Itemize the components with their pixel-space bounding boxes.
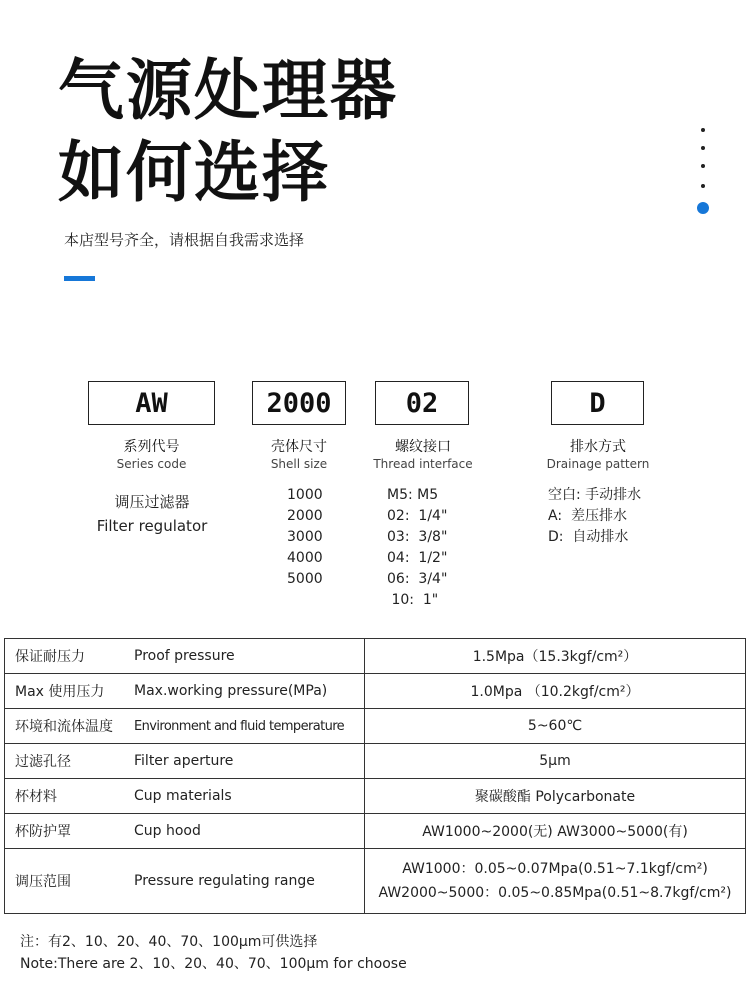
table-row [5,849,746,914]
table-row [5,814,746,849]
table-row [5,744,746,779]
thread-interface-box: 02 [375,381,469,425]
spec-name-cn: 保证耐压力 [5,639,135,674]
table-row [5,779,746,814]
table-row [5,709,746,744]
page-subtitle: 本店型号齐全，请根据自我需求选择 [64,231,305,249]
table-row [5,639,746,674]
page-title-line2: 如何选择 [58,134,330,211]
thread-interface-label-en: Thread interface [373,457,473,471]
spec-value-line: AW1000：0.05~0.07Mpa(0.51~7.1kgf/cm²) [402,861,708,877]
series-code-label-en: Series code [116,457,187,471]
table-row [5,674,746,709]
shell-size-label-en: Shell size [270,457,328,471]
note-en: Note:There are 2、10、20、40、70、100μm for choose [20,956,407,972]
note-cn: 注：有2、10、20、40、70、100μm可供选择 [20,934,318,950]
spec-value: 1.0Mpa （10.2kgf/cm²） [365,674,746,709]
spec-name-cn: 杯防护罩 [5,814,135,849]
series-code-label: 系列代号 [123,439,180,455]
spec-name-en: Proof pressure [134,639,365,674]
spec-name-en: Cup materials [134,779,365,814]
page-dot[interactable] [701,184,705,188]
spec-value: AW1000~2000(无) AW3000~5000(有) [365,814,746,849]
spec-name-en: Filter aperture [134,744,365,779]
spec-name-cn: 调压范围 [5,849,135,914]
spec-value: 聚碳酸酯 Polycarbonate [365,779,746,814]
thread-interface-label: 螺纹接口 [395,439,451,455]
spec-value: 1.5Mpa（15.3kgf/cm²） [365,639,746,674]
series-code-options: 调压过滤器 Filter regulator [96,493,208,535]
spec-name-en: Environment and fluid temperature [134,709,365,744]
spec-table [4,638,746,914]
spec-value: 5μm [365,744,746,779]
page-dot[interactable] [701,146,705,150]
shell-size-box: 2000 [252,381,346,425]
series-code-box: AW [88,381,215,425]
accent-bar [64,276,95,281]
thread-interface-options: M5: M5 02: 1/4" 03: 3/8" 04: 1/2" 06: 3/4" 10: 1" [387,487,448,608]
spec-name-cn: 过滤孔径 [5,744,135,779]
spec-value-line: AW2000~5000：0.05~0.85Mpa(0.51~8.7kgf/cm²) [378,885,732,901]
drainage-pattern-label: 排水方式 [570,439,626,455]
spec-name-cn: Max 使用压力 [5,674,135,709]
drainage-pattern-label-en: Drainage pattern [546,457,650,471]
spec-name-en: Max.working pressure(MPa) [134,674,365,709]
page-dot[interactable] [701,128,705,132]
spec-value [365,849,746,914]
spec-name-en: Pressure regulating range [134,849,365,914]
spec-name-cn: 杯材料 [5,779,135,814]
drainage-pattern-options: 空白: 手动排水 A: 差压排水 D: 自动排水 [548,487,642,545]
shell-size-options: 1000 2000 3000 4000 5000 [287,487,323,587]
spec-value: 5~60℃ [365,709,746,744]
page-dot-active[interactable] [697,202,709,214]
page-title-line1: 气源处理器 [58,52,398,129]
shell-size-label: 壳体尺寸 [271,439,327,455]
spec-name-cn: 环境和流体温度 [5,709,135,744]
page-dot[interactable] [701,164,705,168]
drainage-pattern-box: D [551,381,644,425]
spec-name-en: Cup hood [134,814,365,849]
